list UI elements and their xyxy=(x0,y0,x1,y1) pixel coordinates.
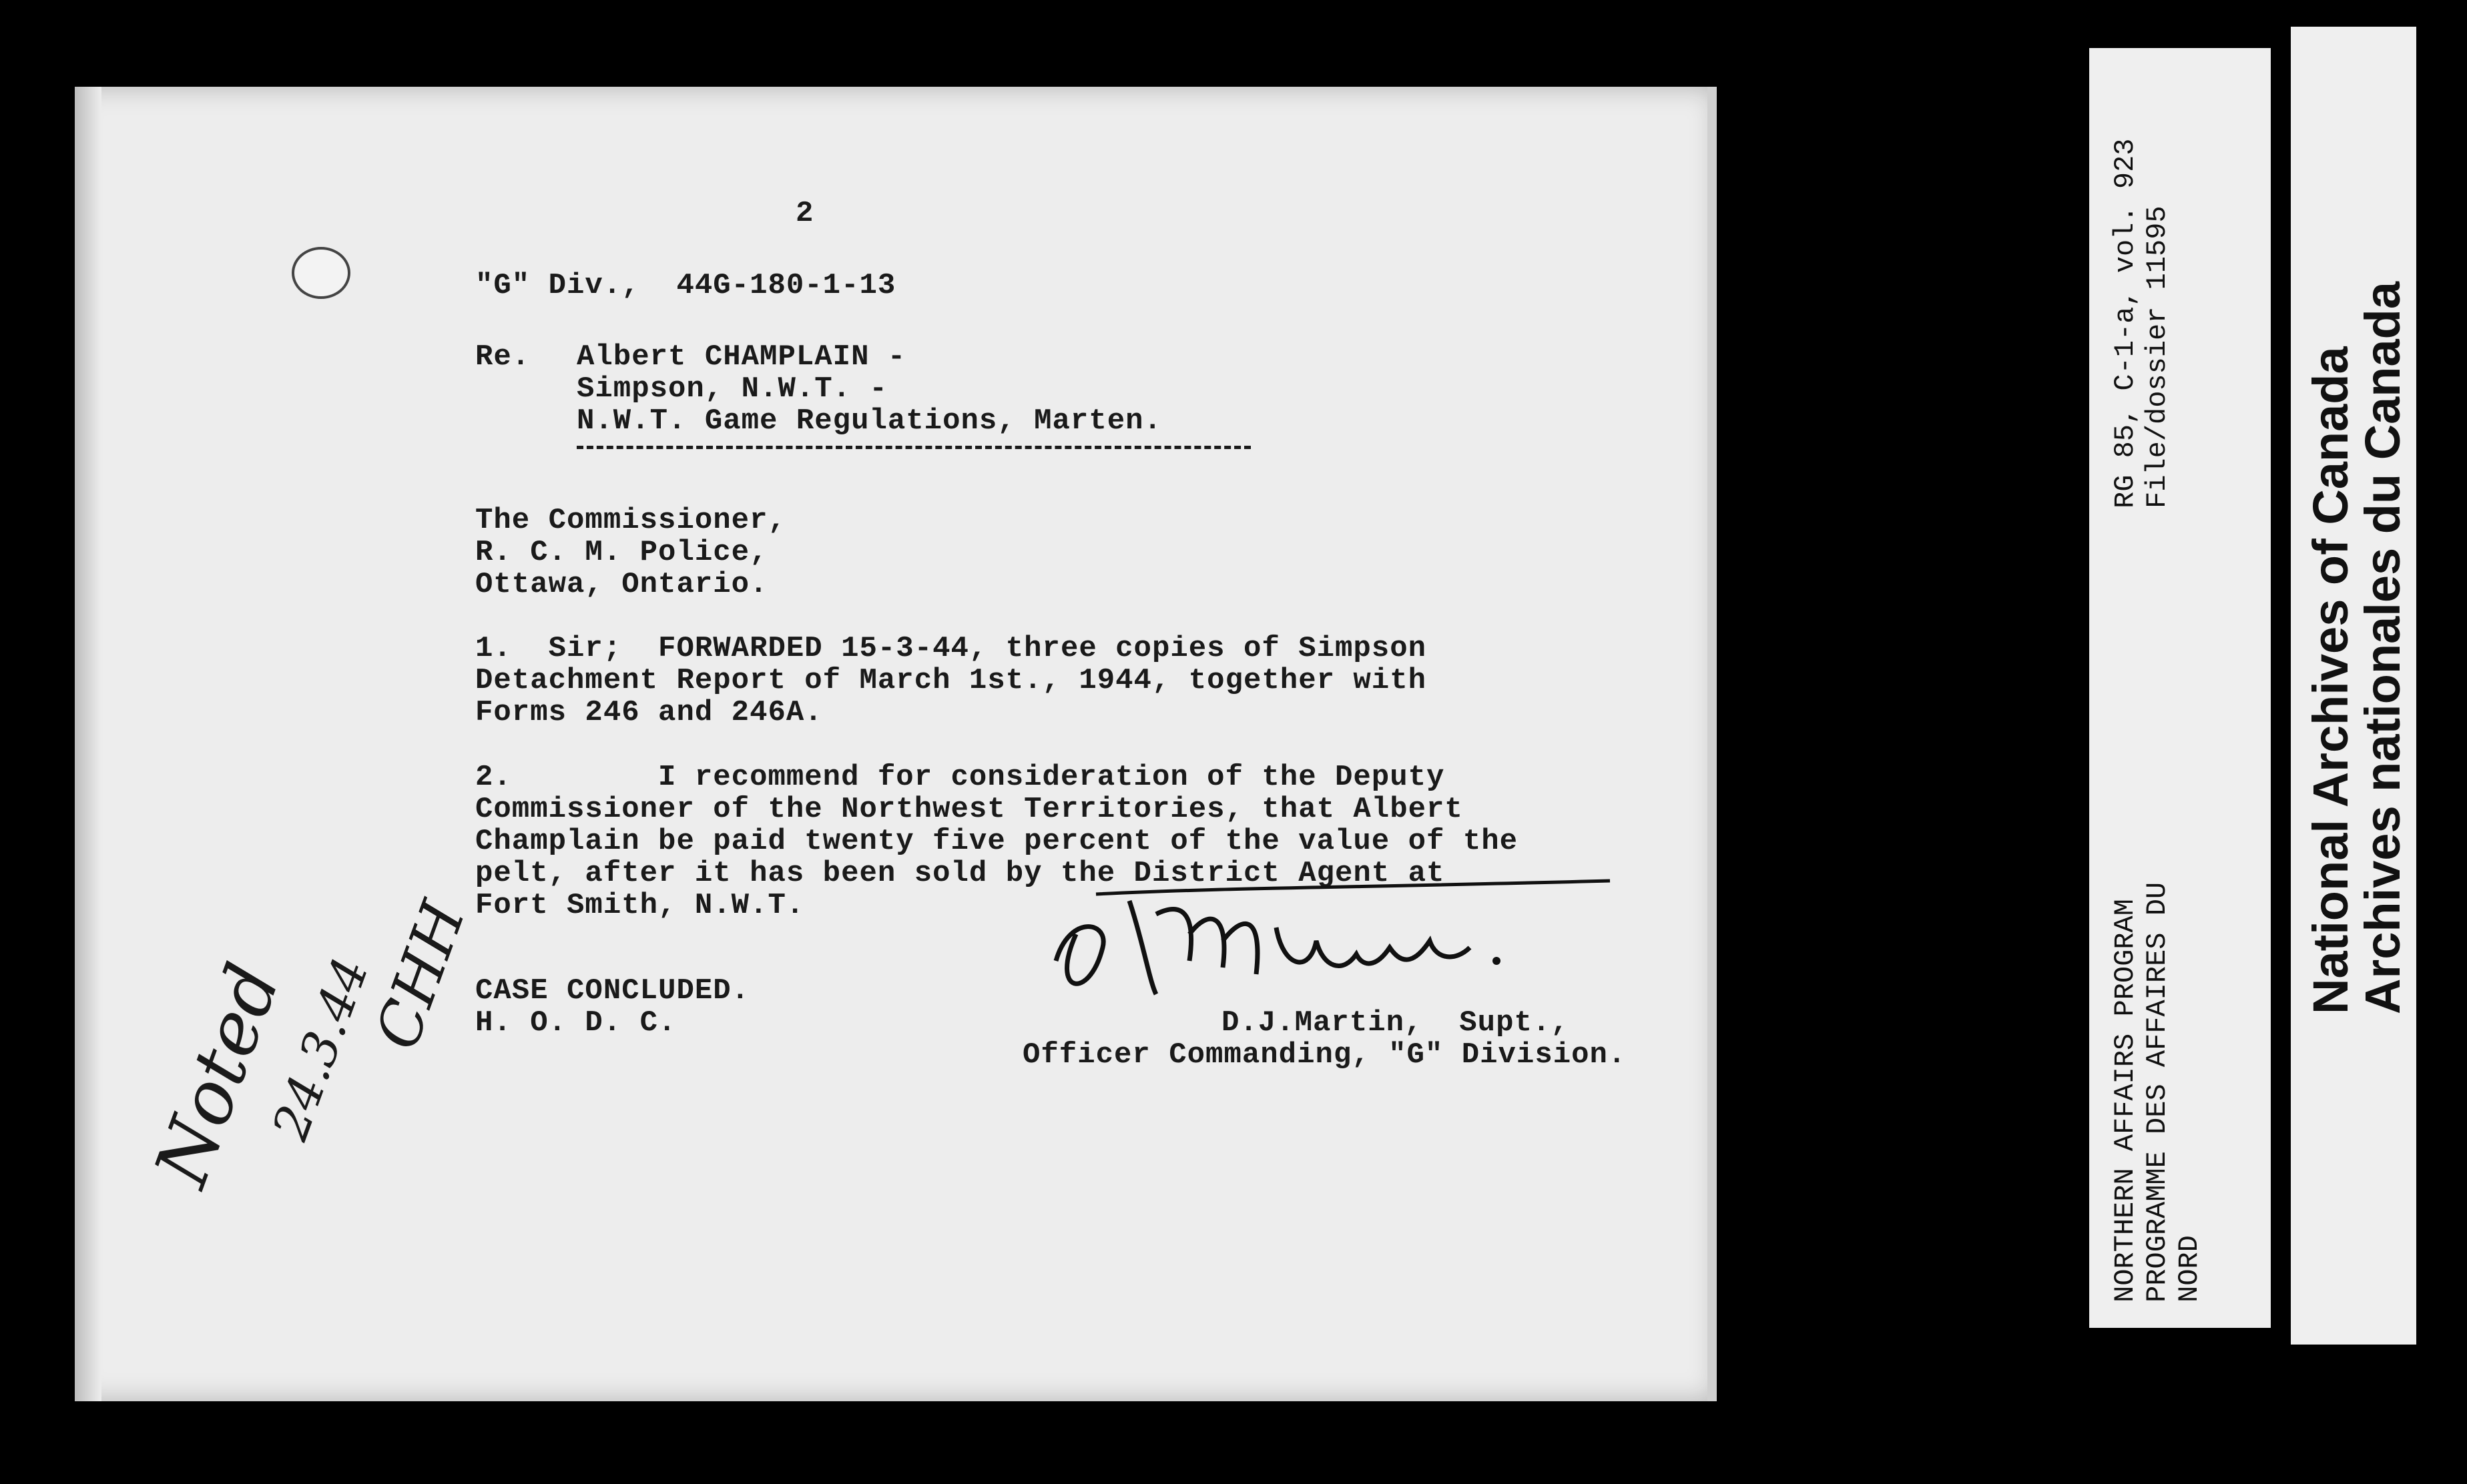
file-reference: "G" Div., 44G-180-1-13 xyxy=(475,269,896,302)
punch-hole xyxy=(292,247,350,299)
re-underline xyxy=(577,446,1251,449)
archive-program-line-3: NORD xyxy=(2173,1235,2205,1303)
handwritten-note-date: 24.3.44 xyxy=(262,950,380,1148)
closing-line-2: H. O. D. C. xyxy=(475,1006,677,1040)
re-line-1: Albert CHAMPLAIN - xyxy=(577,340,906,374)
signature xyxy=(1029,861,1630,1008)
signatory-title: Officer Commanding, "G" Division. xyxy=(1023,1038,1627,1072)
handwritten-note-initials: CHH xyxy=(362,892,479,1058)
re-line-3: N.W.T. Game Regulations, Marten. xyxy=(577,404,1162,438)
archive-reference-strip xyxy=(2089,48,2271,1328)
closing-line-1: CASE CONCLUDED. xyxy=(475,974,750,1008)
paragraph-2-line-2: Commissioner of the Northwest Territories, that Albert xyxy=(475,793,1463,826)
page-number: 2 xyxy=(796,197,814,230)
archive-reference-line-1: RG 85, C-1-a, vol. 923 xyxy=(2109,138,2141,508)
archive-brand-french: Archives nationales du Canada xyxy=(2355,281,2410,1014)
paragraph-2-line-5: Fort Smith, N.W.T. xyxy=(475,889,805,922)
re-line-2: Simpson, N.W.T. - xyxy=(577,372,888,406)
paragraph-1-line-2: Detachment Report of March 1st., 1944, together with xyxy=(475,664,1427,697)
addressee-line-3: Ottawa, Ontario. xyxy=(475,568,768,601)
paragraph-1-line-1: 1. Sir; FORWARDED 15-3-44, three copies of Simpson xyxy=(475,632,1427,665)
addressee-line-2: R. C. M. Police, xyxy=(475,536,768,569)
addressee-line-1: The Commissioner, xyxy=(475,504,786,537)
archive-program-line-1: NORTHERN AFFAIRS PROGRAM xyxy=(2109,899,2141,1303)
archive-brand-strip xyxy=(2291,27,2416,1345)
paragraph-1-line-3: Forms 246 and 246A. xyxy=(475,696,823,729)
archive-reference-line-2: File/dossier 11595 xyxy=(2141,206,2173,508)
paragraph-2-line-1: 2. I recommend for consideration of the Deputy xyxy=(475,761,1445,794)
handwritten-note-noted: Noted xyxy=(138,953,297,1197)
document-page xyxy=(75,87,1717,1401)
archive-brand-english: National Archives of Canada xyxy=(2303,346,2358,1014)
paragraph-2-line-4: pelt, after it has been sold by the District Agent at xyxy=(475,857,1445,890)
re-label: Re. xyxy=(475,340,531,374)
archive-program-line-2: PROGRAMME DES AFFAIRES DU xyxy=(2141,881,2173,1303)
paragraph-2-line-3: Champlain be paid twenty five percent of the value of the xyxy=(475,825,1519,858)
signatory-name: D.J.Martin, Supt., xyxy=(1221,1006,1569,1040)
